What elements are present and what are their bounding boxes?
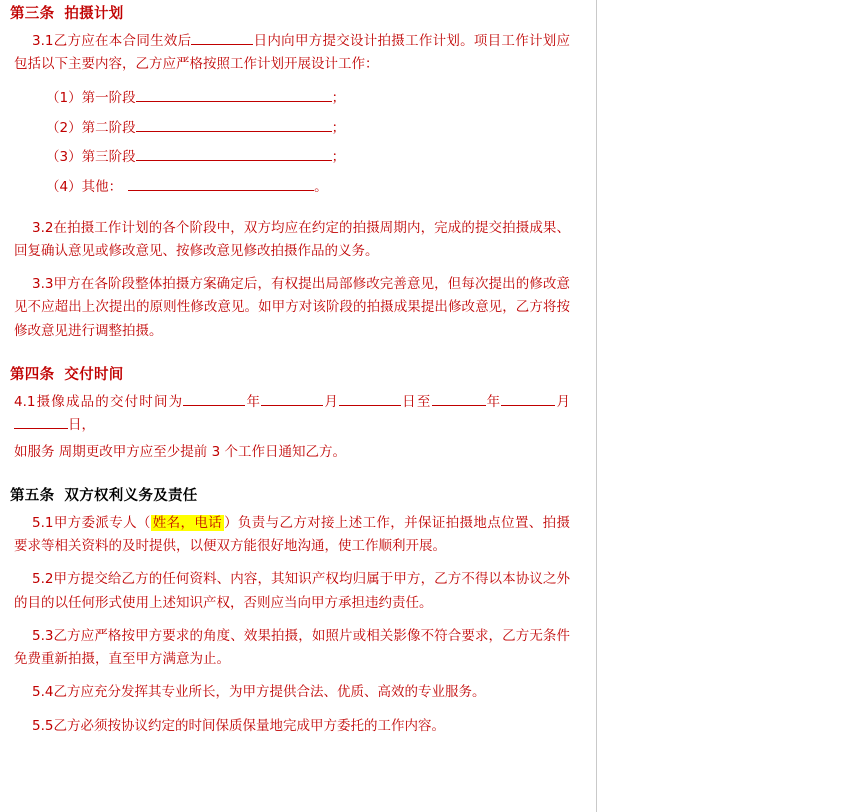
blank-field-stage-3[interactable]: [136, 147, 332, 162]
paragraph-5-2: 5.2甲方提交给乙方的任何资料、内容，其知识产权均归属于甲方，乙方不得以本协议之外的目的以任何形式使用上述知识产权，否则应当向甲方承担违约责任。: [14, 571, 570, 611]
section-3-heading-title: 拍摄计划: [64, 6, 124, 22]
paragraph-3-2: 3.2在拍摄工作计划的各个阶段中，双方均应在约定的拍摄周期内，完成的提交拍摄成果、回复确认意见或修改意见、按修改意见修改拍摄作品的义务。: [14, 219, 570, 259]
paragraph-3-1-mid: 日内向甲方提交设计拍摄工作计划。项目工作计划应包括以下主要内容，乙方应严格按照工作计划开展设计工作：: [14, 32, 570, 72]
blank-field-end-day[interactable]: [14, 414, 68, 429]
paragraph-4-1-prefix: 4.1摄像成品的交付时间为: [14, 393, 184, 410]
paragraph-5-1-before: 5.1甲方委派专人（: [32, 515, 151, 531]
paragraph-5-1: [0, 510, 596, 560]
unit-year-2: 年: [485, 393, 502, 410]
paragraph-5-1-after: ）负责与乙方对接上述工作，并保证拍摄地点位置、拍摄要求等相关资料的及时提供，以便双方能很好地沟通，使工作顺利开展。: [14, 515, 571, 555]
paragraph-3-1: [0, 28, 596, 78]
blank-field-end-year[interactable]: [432, 391, 486, 406]
blank-field-stage-1[interactable]: [136, 88, 332, 103]
stage-item-1: [0, 84, 596, 114]
unit-month-1: 月: [323, 393, 339, 410]
paragraph-4-1: [0, 389, 596, 439]
section-4-heading-number: 第四条: [10, 366, 55, 383]
section-3-heading-number: 第三条: [10, 6, 55, 22]
stage-item-other: [0, 173, 596, 203]
paragraph-5-5: 5.5乙方必须按协议约定的时间保质保量地完成甲方委托的工作内容。: [32, 717, 445, 734]
unit-day-2: 日，: [68, 416, 95, 433]
section-5-heading-title: 双方权利义务及责任: [64, 488, 198, 505]
paragraph-5-3: 5.3乙方应严格按甲方要求的角度、效果拍摄，如照片或相关影像不符合要求，乙方无条件免费重新拍摄，直至甲方满意为止。: [14, 627, 570, 668]
highlighted-placeholder-contact[interactable]: 姓名，电话: [152, 515, 223, 531]
section-5-heading: [0, 482, 596, 510]
stage-3-label: （3）第三阶段: [46, 149, 136, 166]
stage-1-label: （1）第一阶段: [46, 90, 136, 107]
stage-3-tail: ；: [331, 149, 346, 166]
stage-2-label: （2）第二阶段: [46, 119, 136, 136]
stage-1-tail: ；: [331, 90, 346, 107]
blank-field-end-month[interactable]: [501, 391, 555, 406]
stage-other-label: （4）其他：: [46, 179, 123, 196]
section-5-heading-number: 第五条: [10, 488, 55, 505]
blank-field-contract-days[interactable]: [191, 30, 253, 45]
stage-other-tail: 。: [314, 179, 328, 196]
page-edge-rule: [596, 0, 597, 812]
paragraph-3-3: 3.3甲方在各阶段整体拍摄方案确定后，有权提出局部修改完善意见，但每次提出的修改意见不应超出上次提出的原则性修改意见。如甲方对该阶段的拍摄成果提出修改意见，乙方将按修改意见进行调整拍摄。: [14, 276, 570, 339]
stage-2-tail: ；: [331, 119, 346, 136]
section-4-heading: [0, 361, 596, 389]
stage-item-2: [0, 114, 596, 144]
paragraph-5-4: 5.4乙方应充分发挥其专业所长，为甲方提供合法、优质、高效的专业服务。: [32, 684, 486, 701]
unit-year-1: 年: [245, 393, 262, 410]
unit-day-1: 日至: [401, 393, 432, 410]
stage-item-3: [0, 143, 596, 173]
paragraph-3-1-before: 3.1乙方应在本合同生效后: [32, 32, 192, 49]
blank-field-start-day[interactable]: [339, 391, 401, 406]
blank-field-stage-2[interactable]: [136, 117, 332, 132]
unit-month-2: 月: [555, 393, 571, 410]
section-4-heading-title: 交付时间: [64, 366, 124, 383]
paragraph-4-1-suffix: 如服务 周期更改甲方应至少提前 3 个工作日通知乙方。: [14, 444, 346, 461]
section-3-heading: [0, 0, 596, 28]
blank-field-start-year[interactable]: [183, 391, 245, 406]
blank-field-stage-other[interactable]: [128, 177, 314, 192]
blank-field-start-month[interactable]: [261, 391, 323, 406]
